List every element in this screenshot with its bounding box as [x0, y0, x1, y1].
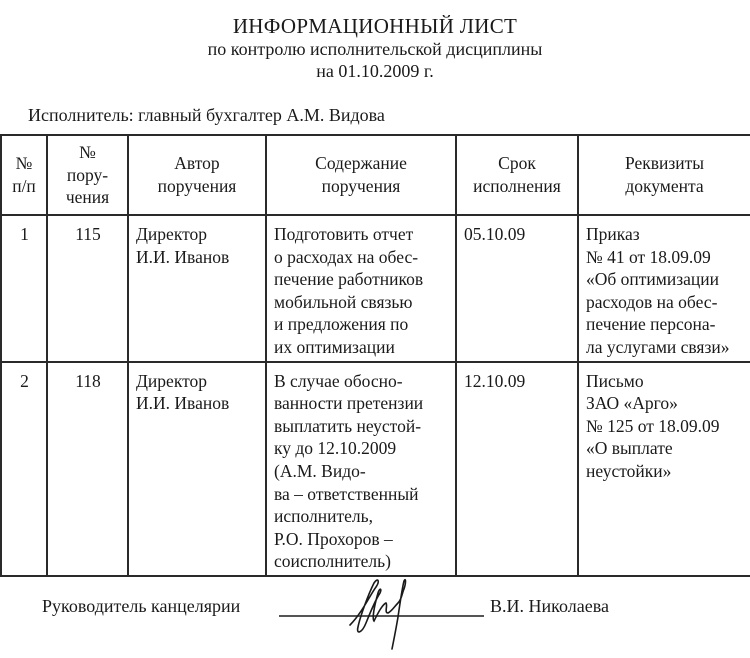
cell-deadline: 12.10.09 [456, 362, 578, 576]
cell-content: Подготовить отчет о расходах на обес- печение работников мобильной связью и предложения по их оптимизации [266, 215, 456, 362]
cell-deadline: 05.10.09 [456, 215, 578, 362]
cell-num: 2 [1, 362, 47, 576]
signature-block [42, 595, 742, 655]
col-header-document: Реквизиты документа [578, 135, 750, 215]
signer-name: В.И. Николаева [490, 596, 609, 616]
cell-author: Директор И.И. Иванов [128, 215, 266, 362]
cell-order-no: 115 [47, 215, 128, 362]
cell-author: Директор И.И. Иванов [128, 362, 266, 576]
signer-position: Руководитель канцелярии [42, 596, 241, 616]
cell-document: Письмо ЗАО «Арго» № 125 от 18.09.09 «О выплате неустойки» [578, 362, 750, 576]
table-row [1, 362, 750, 576]
document-header [0, 14, 750, 82]
col-header-content: Содержание поручения [266, 135, 456, 215]
signature-icon [342, 573, 432, 653]
executor-line: Исполнитель: главный бухгалтер А.М. Видова [28, 105, 385, 125]
cell-document: Приказ № 41 от 18.09.09 «Об оптимизации расходов на обес- печение персона- ла услугами связи» [578, 215, 750, 362]
col-header-order-no: № пору- чения [47, 135, 128, 215]
document-date: на 01.10.2009 г. [316, 61, 434, 81]
cell-order-no: 118 [47, 362, 128, 576]
table-header-row [1, 135, 750, 215]
col-header-author: Автор поручения [128, 135, 266, 215]
col-header-num: № п/п [1, 135, 47, 215]
assignments-table [0, 134, 750, 577]
document-title: ИНФОРМАЦИОННЫЙ ЛИСТ [232, 14, 518, 38]
document-subtitle: по контролю исполнительской дисциплины [207, 39, 543, 59]
col-header-deadline: Срок исполнения [456, 135, 578, 215]
cell-num: 1 [1, 215, 47, 362]
table-row [1, 215, 750, 362]
cell-content: В случае обосно- ванности претензии выплатить неустой- ку до 12.10.2009 (А.М. Видо- ва – ответственный исполнитель, Р.О. Прохоров – соисполнитель) [266, 362, 456, 576]
